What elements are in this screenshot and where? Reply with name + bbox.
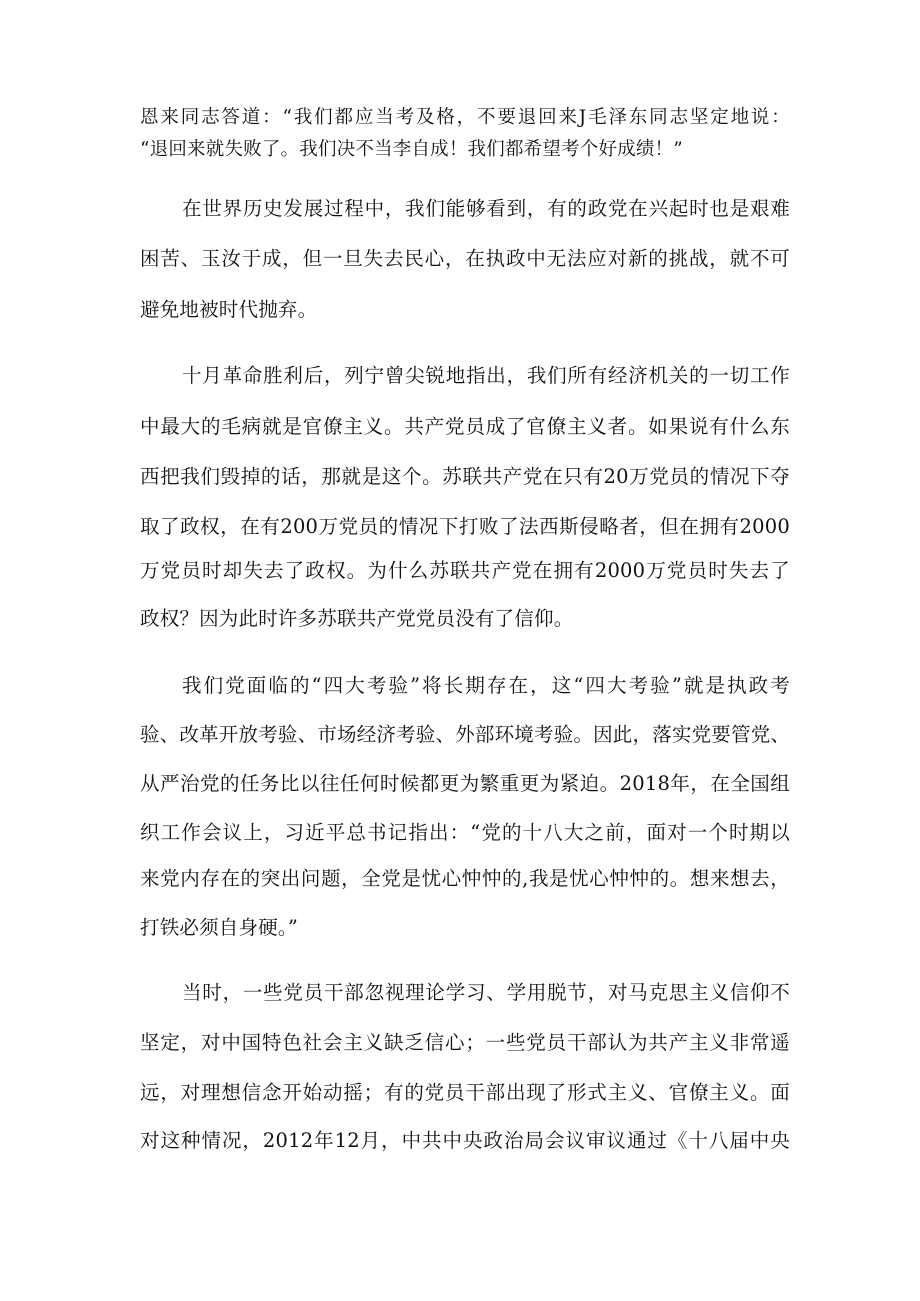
paragraph-3-line-3: 西把我们毁掉的话，那就是这个。苏联共产党在只有20万党员的情况下夺 [140,465,790,488]
paragraph-5-line-1: 当时，一些党员干部忽视理论学习、学用脱节，对马克思主义信仰不 [182,981,790,1004]
paragraph-1-line-2: “退回来就失败了。我们决不当李自成！我们都希望考个好成绩！” [140,139,683,160]
paragraph-4-line-2: 验、改革开放考验、市场经济考验、外部环境考验。因此，落实党要管党、 [140,723,791,746]
paragraph-3-line-2: 中最大的毛病就是官僚主义。共产党员成了官僚主义者。如果说有什么东 [140,415,790,438]
paragraph-5-line-3: 远，对理想信念开始动摇；有的党员干部出现了形式主义、官僚主义。面 [140,1081,790,1104]
paragraph-2-line-3: 避免地被时代抛弃。 [140,298,318,321]
paragraph-1-line-1: 恩来同志答道：“我们都应当考及格，不要退回来J毛泽东同志坚定地说： [140,107,790,128]
paragraph-3-line-6: 政权？因为此时许多苏联共产党党员没有了信仰。 [140,607,574,630]
paragraph-4-line-6: 打铁必须自身硬。” [140,916,299,939]
paragraph-3-line-1: 十月革命胜利后，列宁曾尖锐地指出，我们所有经济机关的一切工作 [182,364,790,387]
paragraph-3-line-5: 万党员时却失去了政权。为什么苏联共产党在拥有2000万党员时失去了 [140,559,790,582]
paragraph-2-line-1: 在世界历史发展过程中，我们能够看到，有的政党在兴起时也是艰难 [182,197,790,220]
paragraph-4-line-3: 从严治党的任务比以往任何时候都更为繁重更为紧迫。2018年，在全国组 [140,772,790,795]
paragraph-5-line-4: 对这种情况，2012年12月，中共中央政治局会议审议通过《十八届中央 [140,1129,790,1152]
paragraph-3-line-4: 取了政权，在有200万党员的情况下打败了法西斯侵略者，但在拥有2000 [140,515,790,538]
paragraph-2-line-2: 困苦、玉汝于成，但一旦失去民心，在执政中无法应对新的挑战，就不可 [140,247,790,270]
paragraph-5-line-2: 坚定，对中国特色社会主义缺乏信心；一些党员干部认为共产主义非常遥 [140,1031,790,1054]
paragraph-4-line-5: 来党内存在的突出问题，全党是忧心忡忡的,我是忧心忡忡的。想来想去， [140,867,790,890]
paragraph-4-line-1: 我们党面临的“四大考验”将长期存在，这“四大考验”就是执政考 [182,674,790,697]
paragraph-4-line-4: 织工作会议上，习近平总书记指出：“党的十八大之前，面对一个时期以 [140,821,790,844]
